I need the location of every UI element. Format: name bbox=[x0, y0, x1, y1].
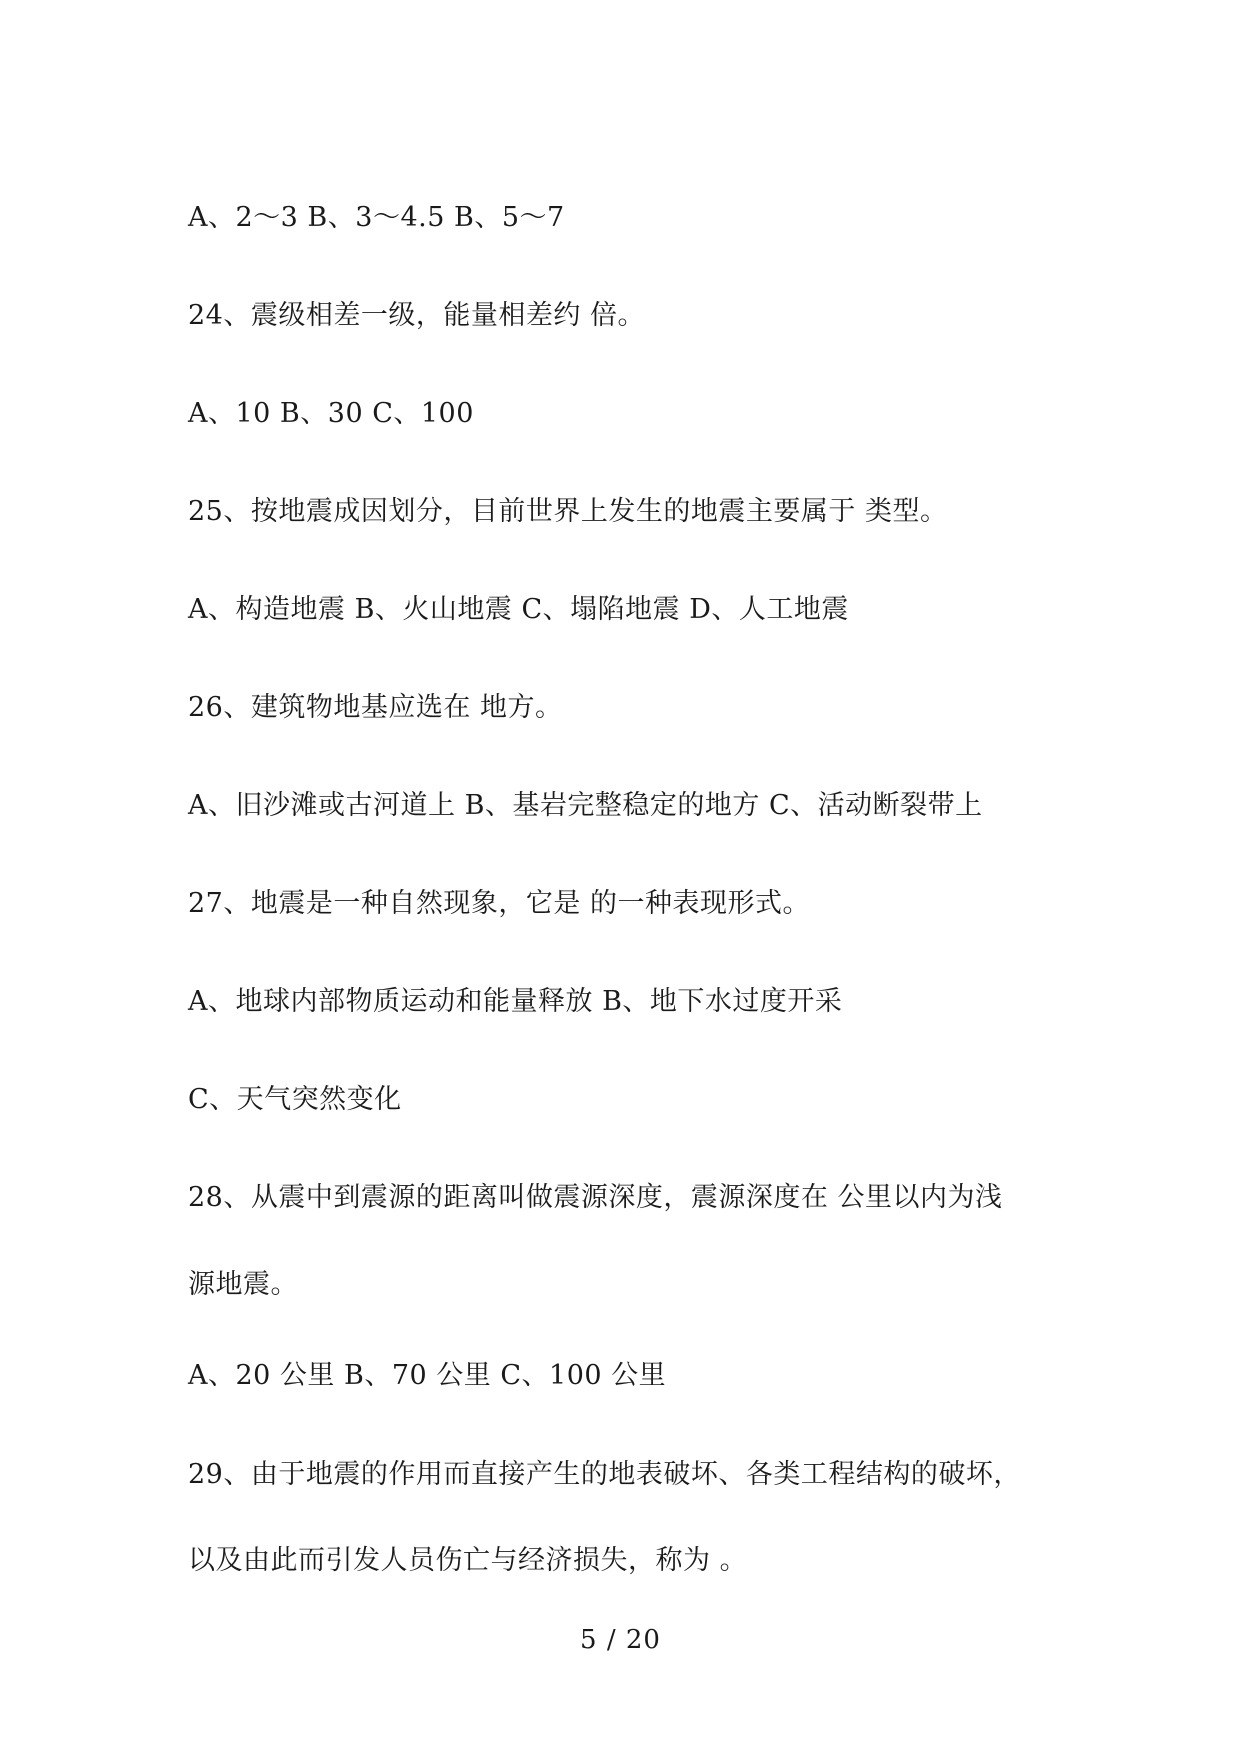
answer-options-23: A、2～3 B、3～4.5 B、5～7 bbox=[188, 202, 565, 233]
page-number: 5 / 20 bbox=[580, 1625, 661, 1655]
question-27: 27、地震是一种自然现象，它是 的一种表现形式。 bbox=[188, 888, 810, 919]
answer-options-27-line-2: C、天气突然变化 bbox=[188, 1084, 402, 1115]
question-26: 26、建筑物地基应选在 地方。 bbox=[188, 692, 563, 723]
question-29-line-2: 以及由此而引发人员伤亡与经济损失，称为 。 bbox=[188, 1545, 748, 1576]
answer-options-27-line-1: A、地球内部物质运动和能量释放 B、地下水过度开采 bbox=[188, 986, 843, 1017]
answer-options-26: A、旧沙滩或古河道上 B、基岩完整稳定的地方 C、活动断裂带上 bbox=[188, 790, 983, 821]
answer-options-28: A、20 公里 B、70 公里 C、100 公里 bbox=[188, 1360, 667, 1391]
question-29-line-1: 29、由于地震的作用而直接产生的地表破坏、各类工程结构的破坏， bbox=[188, 1459, 1021, 1490]
question-24: 24、震级相差一级，能量相差约 倍。 bbox=[188, 300, 645, 331]
question-28-line-2: 源地震。 bbox=[188, 1269, 298, 1300]
answer-options-25: A、构造地震 B、火山地震 C、塌陷地震 D、人工地震 bbox=[188, 594, 849, 625]
question-25: 25、按地震成因划分，目前世界上发生的地震主要属于 类型。 bbox=[188, 496, 948, 527]
answer-options-24: A、10 B、30 C、100 bbox=[188, 398, 474, 429]
question-28-line-1: 28、从震中到震源的距离叫做震源深度，震源深度在 公里以内为浅 bbox=[188, 1182, 1003, 1213]
